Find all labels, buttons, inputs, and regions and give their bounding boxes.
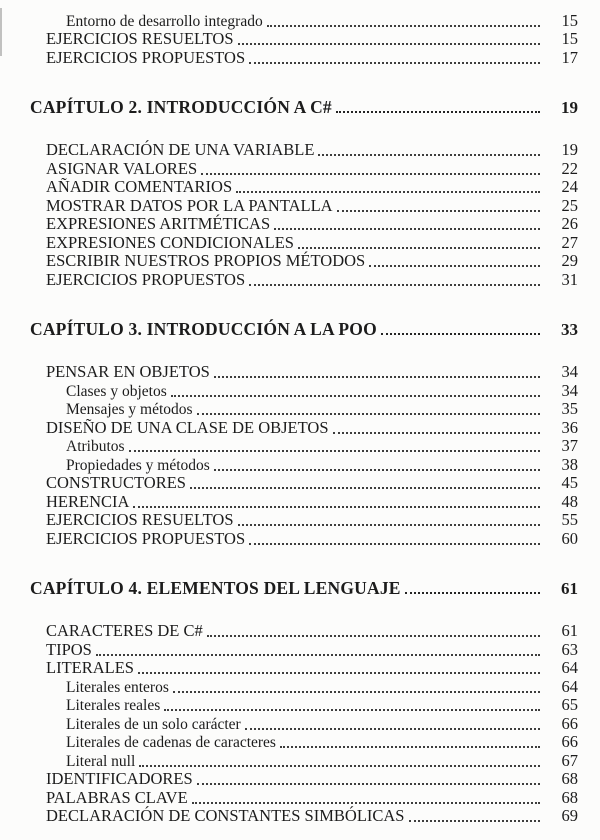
toc-entry-label: IDENTIFICADORES	[46, 769, 193, 788]
dot-leader	[201, 173, 540, 175]
toc-entry	[30, 234, 578, 253]
toc-entry-label: Literales de cadenas de caracteres	[66, 734, 276, 751]
toc-entry-label: Propiedades y métodos	[66, 456, 210, 474]
toc-entry-page-number: 66	[561, 732, 578, 751]
toc-entry	[30, 456, 578, 475]
dot-leader	[381, 333, 540, 335]
dot-leader	[267, 25, 540, 27]
toc-entry-label: Mensajes y métodos	[66, 401, 193, 418]
chapter-heading-page-number: 61	[561, 578, 578, 598]
toc-entry	[30, 697, 578, 716]
toc-entry	[30, 438, 578, 457]
toc-entry-label: EJERCICIOS PROPUESTOS	[46, 47, 246, 67]
dot-leader	[318, 154, 540, 156]
dot-leader	[280, 746, 540, 748]
toc-entry-page-number: 55	[561, 510, 578, 529]
toc-entry-label: EXPRESIONES CONDICIONALES	[46, 232, 294, 252]
dot-leader	[190, 487, 540, 489]
toc-entry	[30, 475, 578, 494]
toc-entry-page-number: 34	[561, 362, 578, 381]
toc-entry-page-number: 15	[561, 10, 578, 30]
toc-entry-label: EJERCICIOS RESUELTOS	[46, 29, 234, 48]
dot-leader	[197, 783, 540, 785]
toc-entry-label: Atributos	[66, 438, 125, 455]
toc-entry	[30, 31, 578, 50]
dot-leader	[214, 376, 540, 378]
toc-entry	[30, 752, 578, 771]
toc-entry-page-number: 68	[561, 769, 578, 788]
toc-entry-page-number: 24	[561, 177, 578, 196]
toc-entry-page-number: 27	[561, 232, 578, 252]
toc-entry-label: EJERCICIOS PROPUESTOS	[46, 269, 246, 289]
dot-leader	[337, 210, 540, 212]
dot-leader	[238, 43, 541, 45]
toc-entry-label: DISEÑO DE UNA CLASE DE OBJETOS	[46, 417, 329, 437]
toc-entry-label: ESCRIBIR NUESTROS PROPIOS MÉTODOS	[46, 251, 366, 270]
dot-leader	[207, 635, 540, 637]
dot-leader	[249, 62, 540, 64]
chapter-heading	[30, 577, 578, 599]
chapter-heading-page-number: 33	[561, 319, 578, 339]
toc-entry-page-number: 45	[561, 473, 578, 492]
toc-entry	[30, 216, 578, 235]
toc-entry-label: Entorno de desarrollo integrado	[66, 12, 263, 30]
toc-entry-page-number: 68	[561, 787, 578, 807]
toc-entry-page-number: 38	[561, 454, 578, 474]
toc-entry-label: DECLARACIÓN DE CONSTANTES SIMBÓLICAS	[46, 806, 405, 825]
toc-entry-page-number: 17	[561, 47, 578, 67]
dot-leader	[214, 469, 540, 471]
toc-entry-label: Literales reales	[66, 697, 161, 714]
toc-entry	[30, 401, 578, 420]
toc-entry-label: DECLARACIÓN DE UNA VARIABLE	[46, 140, 315, 159]
toc-entry-label: HERENCIA	[46, 491, 130, 511]
chapter-heading	[30, 318, 578, 340]
toc-entry-label: MOSTRAR DATOS POR LA PANTALLA	[46, 195, 333, 215]
toc-entry-page-number: 64	[561, 676, 578, 696]
toc-entry	[30, 160, 578, 179]
dot-leader	[138, 672, 540, 674]
toc-entry	[30, 253, 578, 272]
toc-entry-page-number: 37	[561, 436, 578, 455]
toc-entry-page-number: 25	[561, 195, 578, 215]
toc-entry-page-number: 48	[561, 491, 578, 511]
chapter-heading-label: CAPÍTULO 3. INTRODUCCIÓN A LA POO	[30, 318, 377, 339]
toc-entry	[30, 808, 578, 827]
dot-leader	[96, 654, 540, 656]
dot-leader	[405, 592, 540, 594]
toc-entry-page-number: 69	[561, 806, 578, 825]
toc-entry	[30, 530, 578, 549]
toc-entry	[30, 382, 578, 401]
toc-entry	[30, 512, 578, 531]
toc-entry	[30, 271, 578, 290]
toc-entry-page-number: 61	[561, 621, 578, 640]
toc-entry	[30, 623, 578, 642]
toc-entry-page-number: 19	[561, 140, 578, 159]
chapter-heading-label: CAPÍTULO 2. INTRODUCCIÓN A C#	[30, 96, 332, 117]
toc-entry-page-number: 31	[561, 269, 578, 289]
toc-entry-label: EJERCICIOS PROPUESTOS	[46, 528, 246, 548]
toc-entry-page-number: 35	[561, 399, 578, 418]
toc-entry	[30, 179, 578, 198]
dot-leader	[171, 395, 540, 397]
dot-leader	[192, 802, 540, 804]
dot-leader	[197, 413, 540, 415]
toc-entry	[30, 771, 578, 790]
toc-entry-page-number: 34	[561, 380, 578, 400]
toc-entry	[30, 493, 578, 512]
toc-entry-label: LITERALES	[46, 658, 134, 677]
dot-leader	[336, 111, 540, 113]
toc-entry-label: Literal null	[66, 752, 136, 770]
dot-leader	[369, 265, 540, 267]
toc-entry	[30, 660, 578, 679]
toc-entry	[30, 734, 578, 753]
toc-entry-page-number: 67	[561, 750, 578, 770]
toc-entry-label: EJERCICIOS RESUELTOS	[46, 510, 234, 529]
toc-entry-page-number: 65	[561, 695, 578, 714]
toc-entry-page-number: 66	[561, 713, 578, 733]
toc-entry	[30, 364, 578, 383]
toc-entry-label: TIPOS	[46, 639, 92, 659]
toc-entry	[30, 12, 578, 31]
dot-leader	[129, 450, 540, 452]
toc-entry	[30, 419, 578, 438]
dot-leader	[245, 728, 540, 730]
scan-edge-artifact	[0, 8, 2, 56]
dot-leader	[409, 820, 541, 822]
toc-entry	[30, 142, 578, 161]
toc-entry-label: EXPRESIONES ARITMÉTICAS	[46, 214, 271, 233]
toc-entry-page-number: 26	[561, 214, 578, 233]
toc-entry-label: CARACTERES DE C#	[46, 621, 203, 640]
toc-entry	[30, 49, 578, 68]
toc-entry-page-number: 15	[561, 29, 578, 48]
toc-entry	[30, 678, 578, 697]
toc-entry-label: Literales enteros	[66, 678, 169, 696]
dot-leader	[298, 247, 540, 249]
toc-entry-label: AÑADIR COMENTARIOS	[46, 177, 233, 196]
dot-leader	[238, 524, 541, 526]
toc-entry	[30, 715, 578, 734]
toc-entry	[30, 197, 578, 216]
dot-leader	[249, 284, 540, 286]
chapter-heading-label: CAPÍTULO 4. ELEMENTOS DEL LENGUAJE	[30, 577, 401, 598]
dot-leader	[164, 709, 540, 711]
dot-leader	[274, 228, 540, 230]
toc-entry-page-number: 60	[561, 528, 578, 548]
dot-leader	[333, 432, 541, 434]
toc-entry-label: PENSAR EN OBJETOS	[46, 362, 210, 381]
dot-leader	[249, 543, 540, 545]
toc-entry-label: Literales de un solo carácter	[66, 715, 241, 733]
toc-entry	[30, 789, 578, 808]
toc-entry-label: Clases y objetos	[66, 382, 167, 400]
toc-entry-page-number: 22	[561, 158, 578, 178]
toc-entry-page-number: 64	[561, 658, 578, 677]
dot-leader	[173, 691, 540, 693]
toc-entry-page-number: 63	[561, 639, 578, 659]
toc-entry-page-number: 36	[561, 417, 578, 437]
dot-leader	[139, 765, 540, 767]
toc-entry-label: ASIGNAR VALORES	[46, 158, 198, 178]
chapter-heading-page-number: 19	[561, 97, 578, 117]
toc-entry	[30, 641, 578, 660]
dot-leader	[133, 506, 540, 508]
chapter-heading	[30, 96, 578, 118]
toc-entry-page-number: 29	[561, 251, 578, 270]
toc-entry-label: CONSTRUCTORES	[46, 473, 186, 492]
dot-leader	[236, 191, 540, 193]
toc-entry-label: PALABRAS CLAVE	[46, 787, 188, 807]
